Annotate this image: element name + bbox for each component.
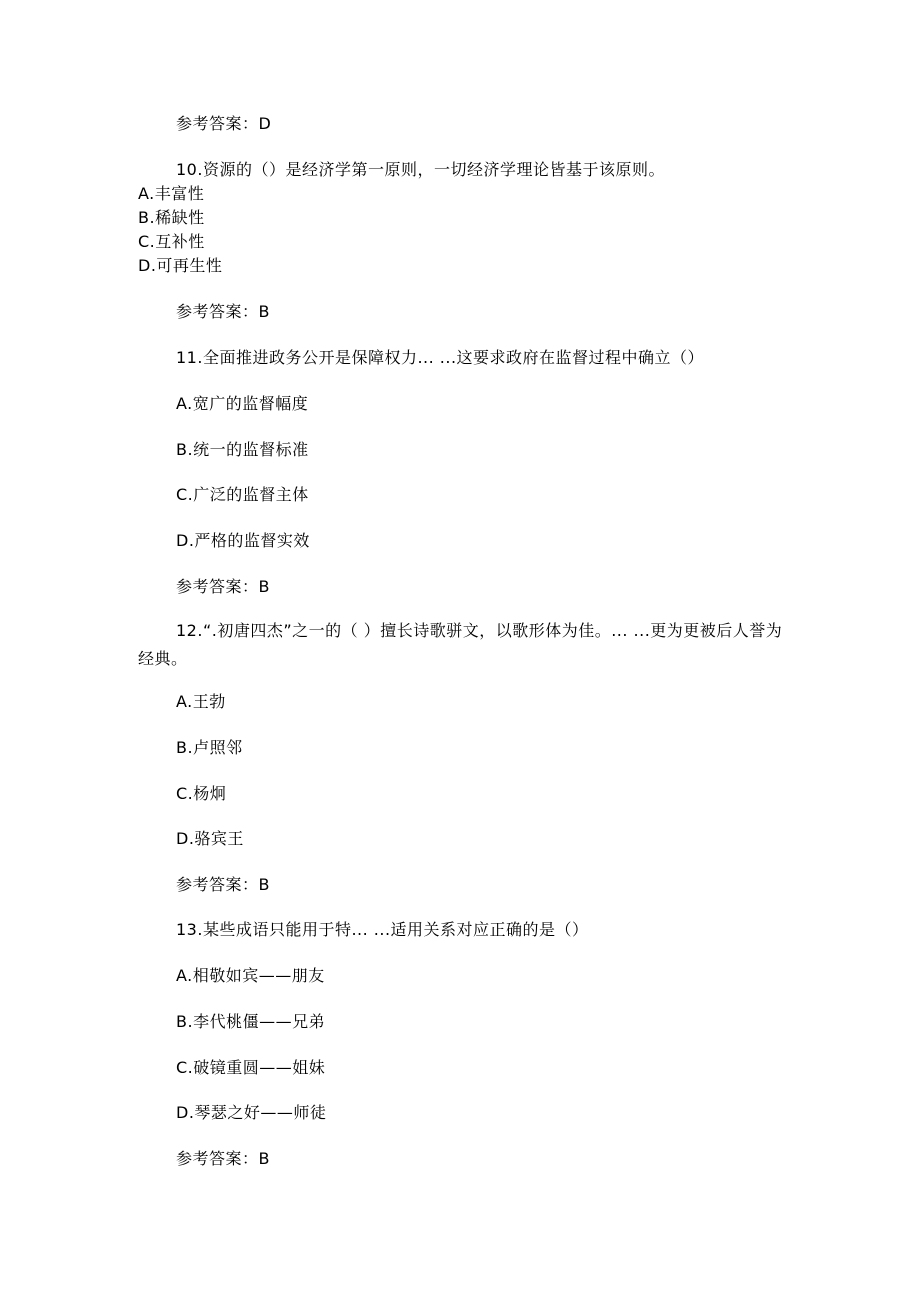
option-q12-d: D.骆宾王 — [176, 829, 244, 848]
option-q11-d: D.严格的监督实效 — [176, 531, 310, 550]
option-q12-a: A.王勃 — [176, 692, 226, 711]
option-q11-c: C.广泛的监督主体 — [176, 485, 309, 504]
option-q10-b: B.稀缺性 — [138, 208, 205, 227]
question-stem-13: 13.某些成语只能用于特... ...适用关系对应正确的是（） — [176, 920, 589, 939]
question-stem-12: 12.“.初唐四杰”之一的（ ）擅长诗歌骈文，以歌形体为佳。... ...更为更被后人誉为经典。 — [138, 621, 783, 668]
question-stem-10: 10.资源的（）是经济学第一原则，一切经济学理论皆基于该原则。 — [176, 160, 665, 179]
answer-q12: 参考答案：B — [176, 875, 270, 894]
answer-q13: 参考答案：B — [176, 1149, 270, 1168]
option-q10-a: A.丰富性 — [138, 184, 205, 203]
option-q12-b: B.卢照邻 — [176, 738, 243, 757]
answer-q10: 参考答案：B — [176, 302, 270, 321]
option-q13-c: C.破镜重圆——姐妹 — [176, 1058, 326, 1077]
option-q12-c: C.杨炯 — [176, 784, 227, 803]
option-q11-b: B.统一的监督标准 — [176, 440, 309, 459]
option-q10-c: C.互补性 — [138, 232, 205, 251]
option-q13-a: A.相敬如宾——朋友 — [176, 966, 325, 985]
answer-q9: 参考答案：D — [176, 114, 272, 133]
answer-q11: 参考答案：B — [176, 577, 270, 596]
option-q13-b: B.李代桃僵——兄弟 — [176, 1012, 326, 1031]
option-q11-a: A.宽广的监督幅度 — [176, 394, 309, 413]
option-q10-d: D.可再生性 — [138, 256, 223, 275]
option-q13-d: D.琴瑟之好——师徒 — [176, 1103, 327, 1122]
question-stem-11: 11.全面推进政务公开是保障权力... ...这要求政府在监督过程中确立（） — [176, 348, 705, 367]
